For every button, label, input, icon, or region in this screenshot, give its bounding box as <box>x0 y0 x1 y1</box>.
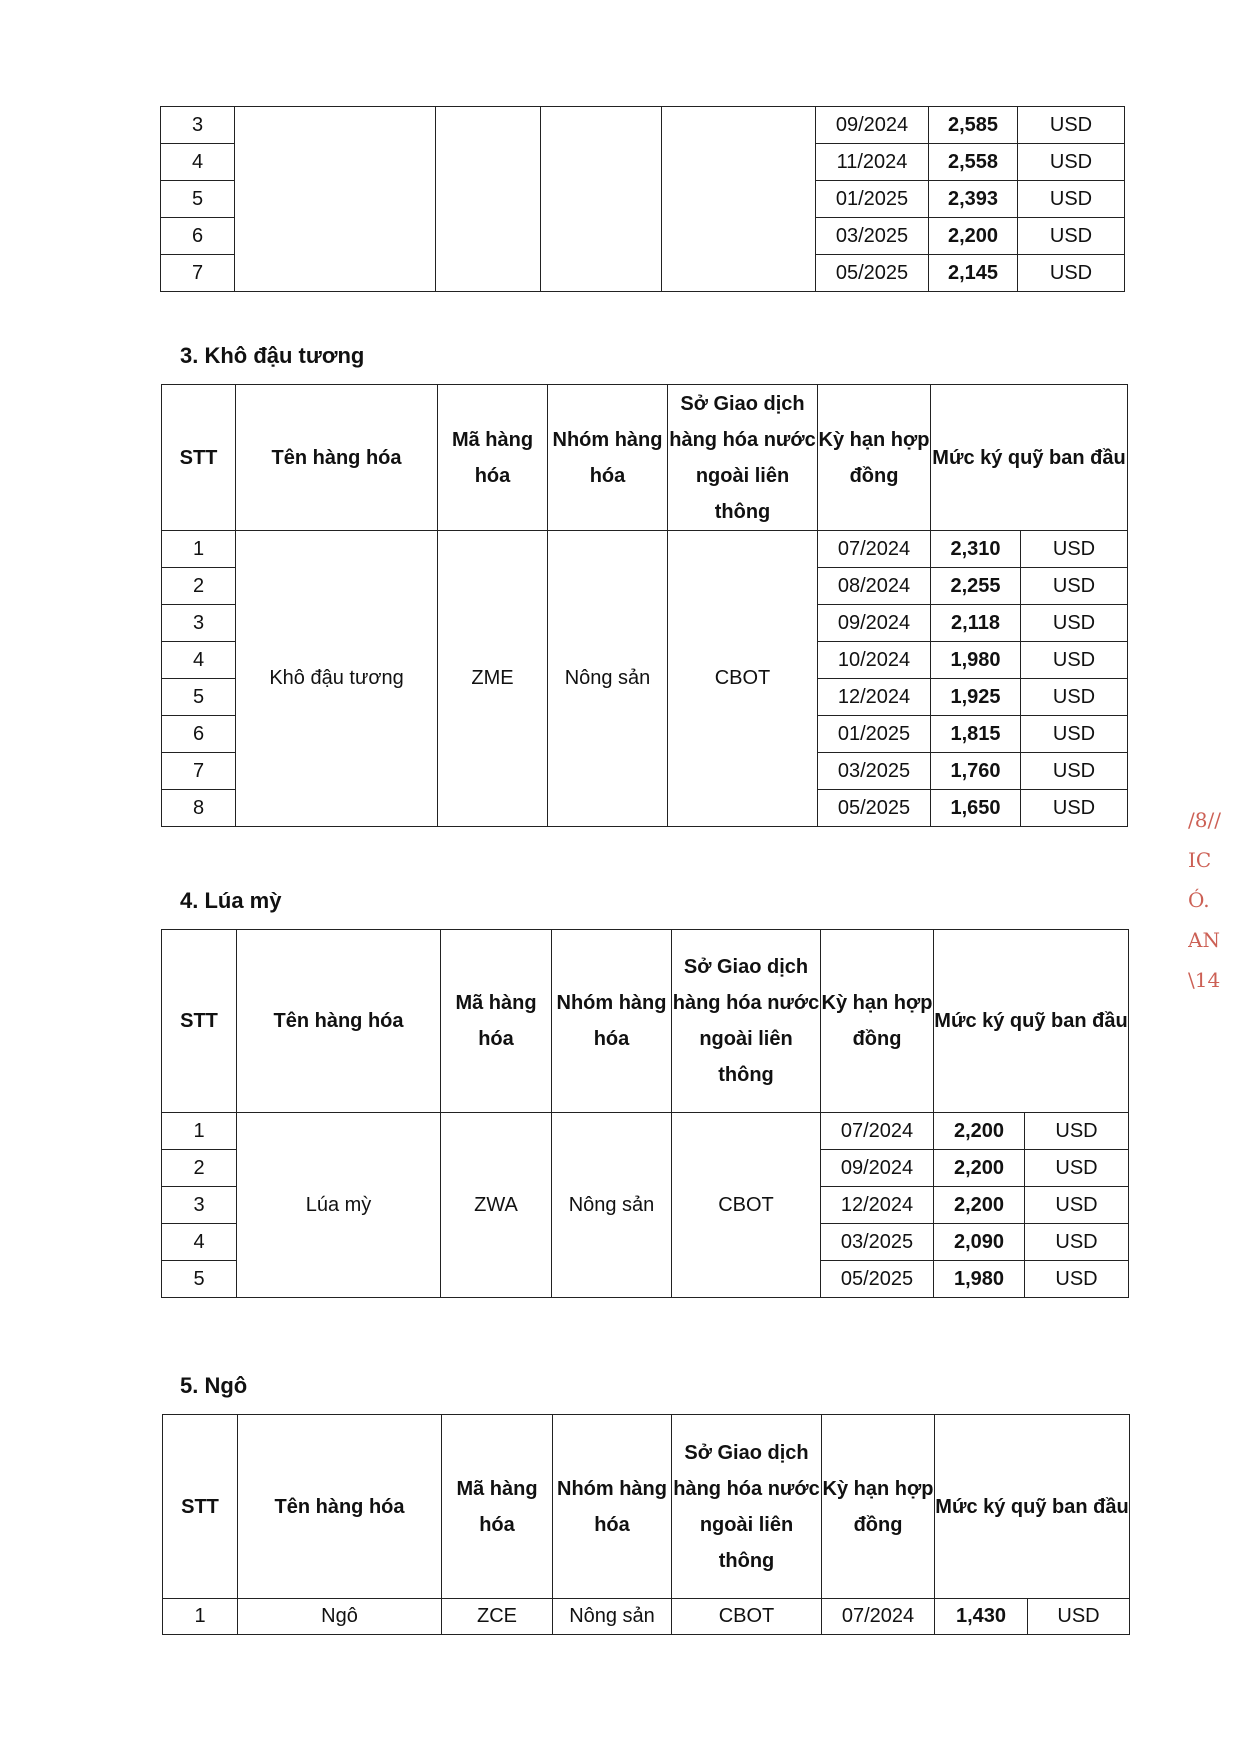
margin-value-cell: 2,393 <box>929 181 1018 218</box>
header-exchange: Sở Giao dịch hàng hóa nước ngoài liên thông <box>672 930 821 1113</box>
table-header-row <box>163 1415 1130 1599</box>
currency-cell: USD <box>1021 753 1128 790</box>
header-name: Tên hàng hóa <box>237 930 441 1113</box>
stt-cell: 1 <box>162 1113 237 1150</box>
currency-cell: USD <box>1025 1150 1129 1187</box>
currency-cell: USD <box>1021 531 1128 568</box>
header-term: Kỳ hạn hợp đồng <box>821 930 934 1113</box>
stt-cell: 4 <box>161 144 235 181</box>
exchange-cell: CBOT <box>668 531 818 827</box>
table-corn-body <box>163 1599 1130 1635</box>
name-cell: Khô đậu tương <box>236 531 438 827</box>
margin-value-cell: 2,118 <box>931 605 1021 642</box>
table-corn <box>162 1414 1130 1635</box>
term-cell: 12/2024 <box>818 679 931 716</box>
header-exchange: Sở Giao dịch hàng hóa nước ngoài liên thông <box>668 385 818 531</box>
margin-value-cell: 1,650 <box>931 790 1021 827</box>
term-cell: 01/2025 <box>816 181 929 218</box>
group-cell: Nông sản <box>548 531 668 827</box>
stt-cell: 6 <box>162 716 236 753</box>
group-cell: Nông sản <box>553 1599 672 1635</box>
exchange-cell <box>662 107 816 292</box>
header-group: Nhóm hàng hóa <box>548 385 668 531</box>
table-row <box>163 1599 1130 1635</box>
exchange-cell: CBOT <box>672 1599 822 1635</box>
margin-value-cell: 2,200 <box>934 1150 1025 1187</box>
currency-cell: USD <box>1018 107 1125 144</box>
seal-text-fragment: IC <box>1188 848 1212 872</box>
stt-cell: 1 <box>163 1599 238 1635</box>
margin-value-cell: 2,310 <box>931 531 1021 568</box>
stt-cell: 5 <box>162 679 236 716</box>
margin-value-cell: 2,200 <box>934 1113 1025 1150</box>
table-row <box>162 1113 1129 1150</box>
stt-cell: 5 <box>162 1261 237 1298</box>
table-header-row <box>162 385 1128 531</box>
margin-value-cell: 1,815 <box>931 716 1021 753</box>
margin-value-cell: 1,760 <box>931 753 1021 790</box>
term-cell: 01/2025 <box>818 716 931 753</box>
header-stt: STT <box>163 1415 238 1599</box>
header-code: Mã hàng hóa <box>441 930 552 1113</box>
header-term: Kỳ hạn hợp đồng <box>818 385 931 531</box>
stt-cell: 4 <box>162 642 236 679</box>
term-cell: 12/2024 <box>821 1187 934 1224</box>
table-row <box>161 107 1125 144</box>
section-title-soybean-meal: 3. Khô đậu tương <box>180 343 365 368</box>
header-code: Mã hàng hóa <box>438 385 548 531</box>
header-name: Tên hàng hóa <box>236 385 438 531</box>
section-title-wheat: 4. Lúa mỳ <box>180 888 282 913</box>
currency-cell: USD <box>1021 605 1128 642</box>
section-title-corn: 5. Ngô <box>180 1373 248 1398</box>
currency-cell: USD <box>1025 1224 1129 1261</box>
margin-value-cell: 2,585 <box>929 107 1018 144</box>
seal-text-fragment: Ó. <box>1188 888 1210 912</box>
header-margin: Mức ký quỹ ban đầu <box>931 385 1128 531</box>
stt-cell: 6 <box>161 218 235 255</box>
term-cell: 03/2025 <box>821 1224 934 1261</box>
group-cell <box>541 107 662 292</box>
header-stt: STT <box>162 385 236 531</box>
term-cell: 10/2024 <box>818 642 931 679</box>
header-exchange: Sở Giao dịch hàng hóa nước ngoài liên thông <box>672 1415 822 1599</box>
currency-cell: USD <box>1021 568 1128 605</box>
term-cell: 05/2025 <box>821 1261 934 1298</box>
currency-cell: USD <box>1025 1113 1129 1150</box>
seal-text-fragment: AN <box>1188 928 1220 952</box>
term-cell: 11/2024 <box>816 144 929 181</box>
header-code: Mã hàng hóa <box>442 1415 553 1599</box>
name-cell: Lúa mỳ <box>237 1113 441 1298</box>
table-continuation <box>160 106 1125 292</box>
term-cell: 07/2024 <box>822 1599 935 1635</box>
term-cell: 03/2025 <box>818 753 931 790</box>
term-cell: 09/2024 <box>818 605 931 642</box>
code-cell: ZCE <box>442 1599 553 1635</box>
margin-value-cell: 2,200 <box>929 218 1018 255</box>
stt-cell: 7 <box>161 255 235 292</box>
seal-stamp-fragment <box>1188 800 1241 1000</box>
margin-value-cell: 1,980 <box>931 642 1021 679</box>
stt-cell: 7 <box>162 753 236 790</box>
currency-cell: USD <box>1028 1599 1130 1635</box>
header-margin: Mức ký quỹ ban đầu <box>935 1415 1130 1599</box>
seal-text-fragment: \14 <box>1188 968 1221 992</box>
term-cell: 08/2024 <box>818 568 931 605</box>
name-cell: Ngô <box>238 1599 442 1635</box>
stt-cell: 5 <box>161 181 235 218</box>
table-wheat-body <box>162 1113 1129 1298</box>
stt-cell: 4 <box>162 1224 237 1261</box>
currency-cell: USD <box>1021 642 1128 679</box>
currency-cell: USD <box>1025 1261 1129 1298</box>
term-cell: 09/2024 <box>816 107 929 144</box>
currency-cell: USD <box>1021 790 1128 827</box>
margin-value-cell: 1,430 <box>935 1599 1028 1635</box>
table-wheat <box>161 929 1129 1298</box>
stt-cell: 2 <box>162 1150 237 1187</box>
seal-text-fragment: /8// <box>1188 808 1221 832</box>
code-cell: ZME <box>438 531 548 827</box>
stt-cell: 3 <box>162 1187 237 1224</box>
currency-cell: USD <box>1018 255 1125 292</box>
term-cell: 05/2025 <box>818 790 931 827</box>
term-cell: 05/2025 <box>816 255 929 292</box>
header-group: Nhóm hàng hóa <box>553 1415 672 1599</box>
margin-value-cell: 1,980 <box>934 1261 1025 1298</box>
table-soybean-meal <box>161 384 1128 827</box>
header-stt: STT <box>162 930 237 1113</box>
term-cell: 07/2024 <box>818 531 931 568</box>
name-cell <box>235 107 436 292</box>
stt-cell: 1 <box>162 531 236 568</box>
header-group: Nhóm hàng hóa <box>552 930 672 1113</box>
stt-cell: 2 <box>162 568 236 605</box>
margin-value-cell: 2,090 <box>934 1224 1025 1261</box>
term-cell: 07/2024 <box>821 1113 934 1150</box>
stt-cell: 3 <box>162 605 236 642</box>
currency-cell: USD <box>1025 1187 1129 1224</box>
header-margin: Mức ký quỹ ban đầu <box>934 930 1129 1113</box>
table-continuation-body <box>161 107 1125 292</box>
currency-cell: USD <box>1021 679 1128 716</box>
table-soybean-meal-body <box>162 531 1128 827</box>
margin-value-cell: 1,925 <box>931 679 1021 716</box>
stt-cell: 8 <box>162 790 236 827</box>
currency-cell: USD <box>1021 716 1128 753</box>
code-cell: ZWA <box>441 1113 552 1298</box>
term-cell: 09/2024 <box>821 1150 934 1187</box>
group-cell: Nông sản <box>552 1113 672 1298</box>
exchange-cell: CBOT <box>672 1113 821 1298</box>
margin-value-cell: 2,200 <box>934 1187 1025 1224</box>
currency-cell: USD <box>1018 144 1125 181</box>
header-term: Kỳ hạn hợp đồng <box>822 1415 935 1599</box>
table-header-row <box>162 930 1129 1113</box>
margin-value-cell: 2,145 <box>929 255 1018 292</box>
table-row <box>162 531 1128 568</box>
header-name: Tên hàng hóa <box>238 1415 442 1599</box>
margin-value-cell: 2,255 <box>931 568 1021 605</box>
code-cell <box>436 107 541 292</box>
currency-cell: USD <box>1018 181 1125 218</box>
stt-cell: 3 <box>161 107 235 144</box>
currency-cell: USD <box>1018 218 1125 255</box>
term-cell: 03/2025 <box>816 218 929 255</box>
margin-value-cell: 2,558 <box>929 144 1018 181</box>
